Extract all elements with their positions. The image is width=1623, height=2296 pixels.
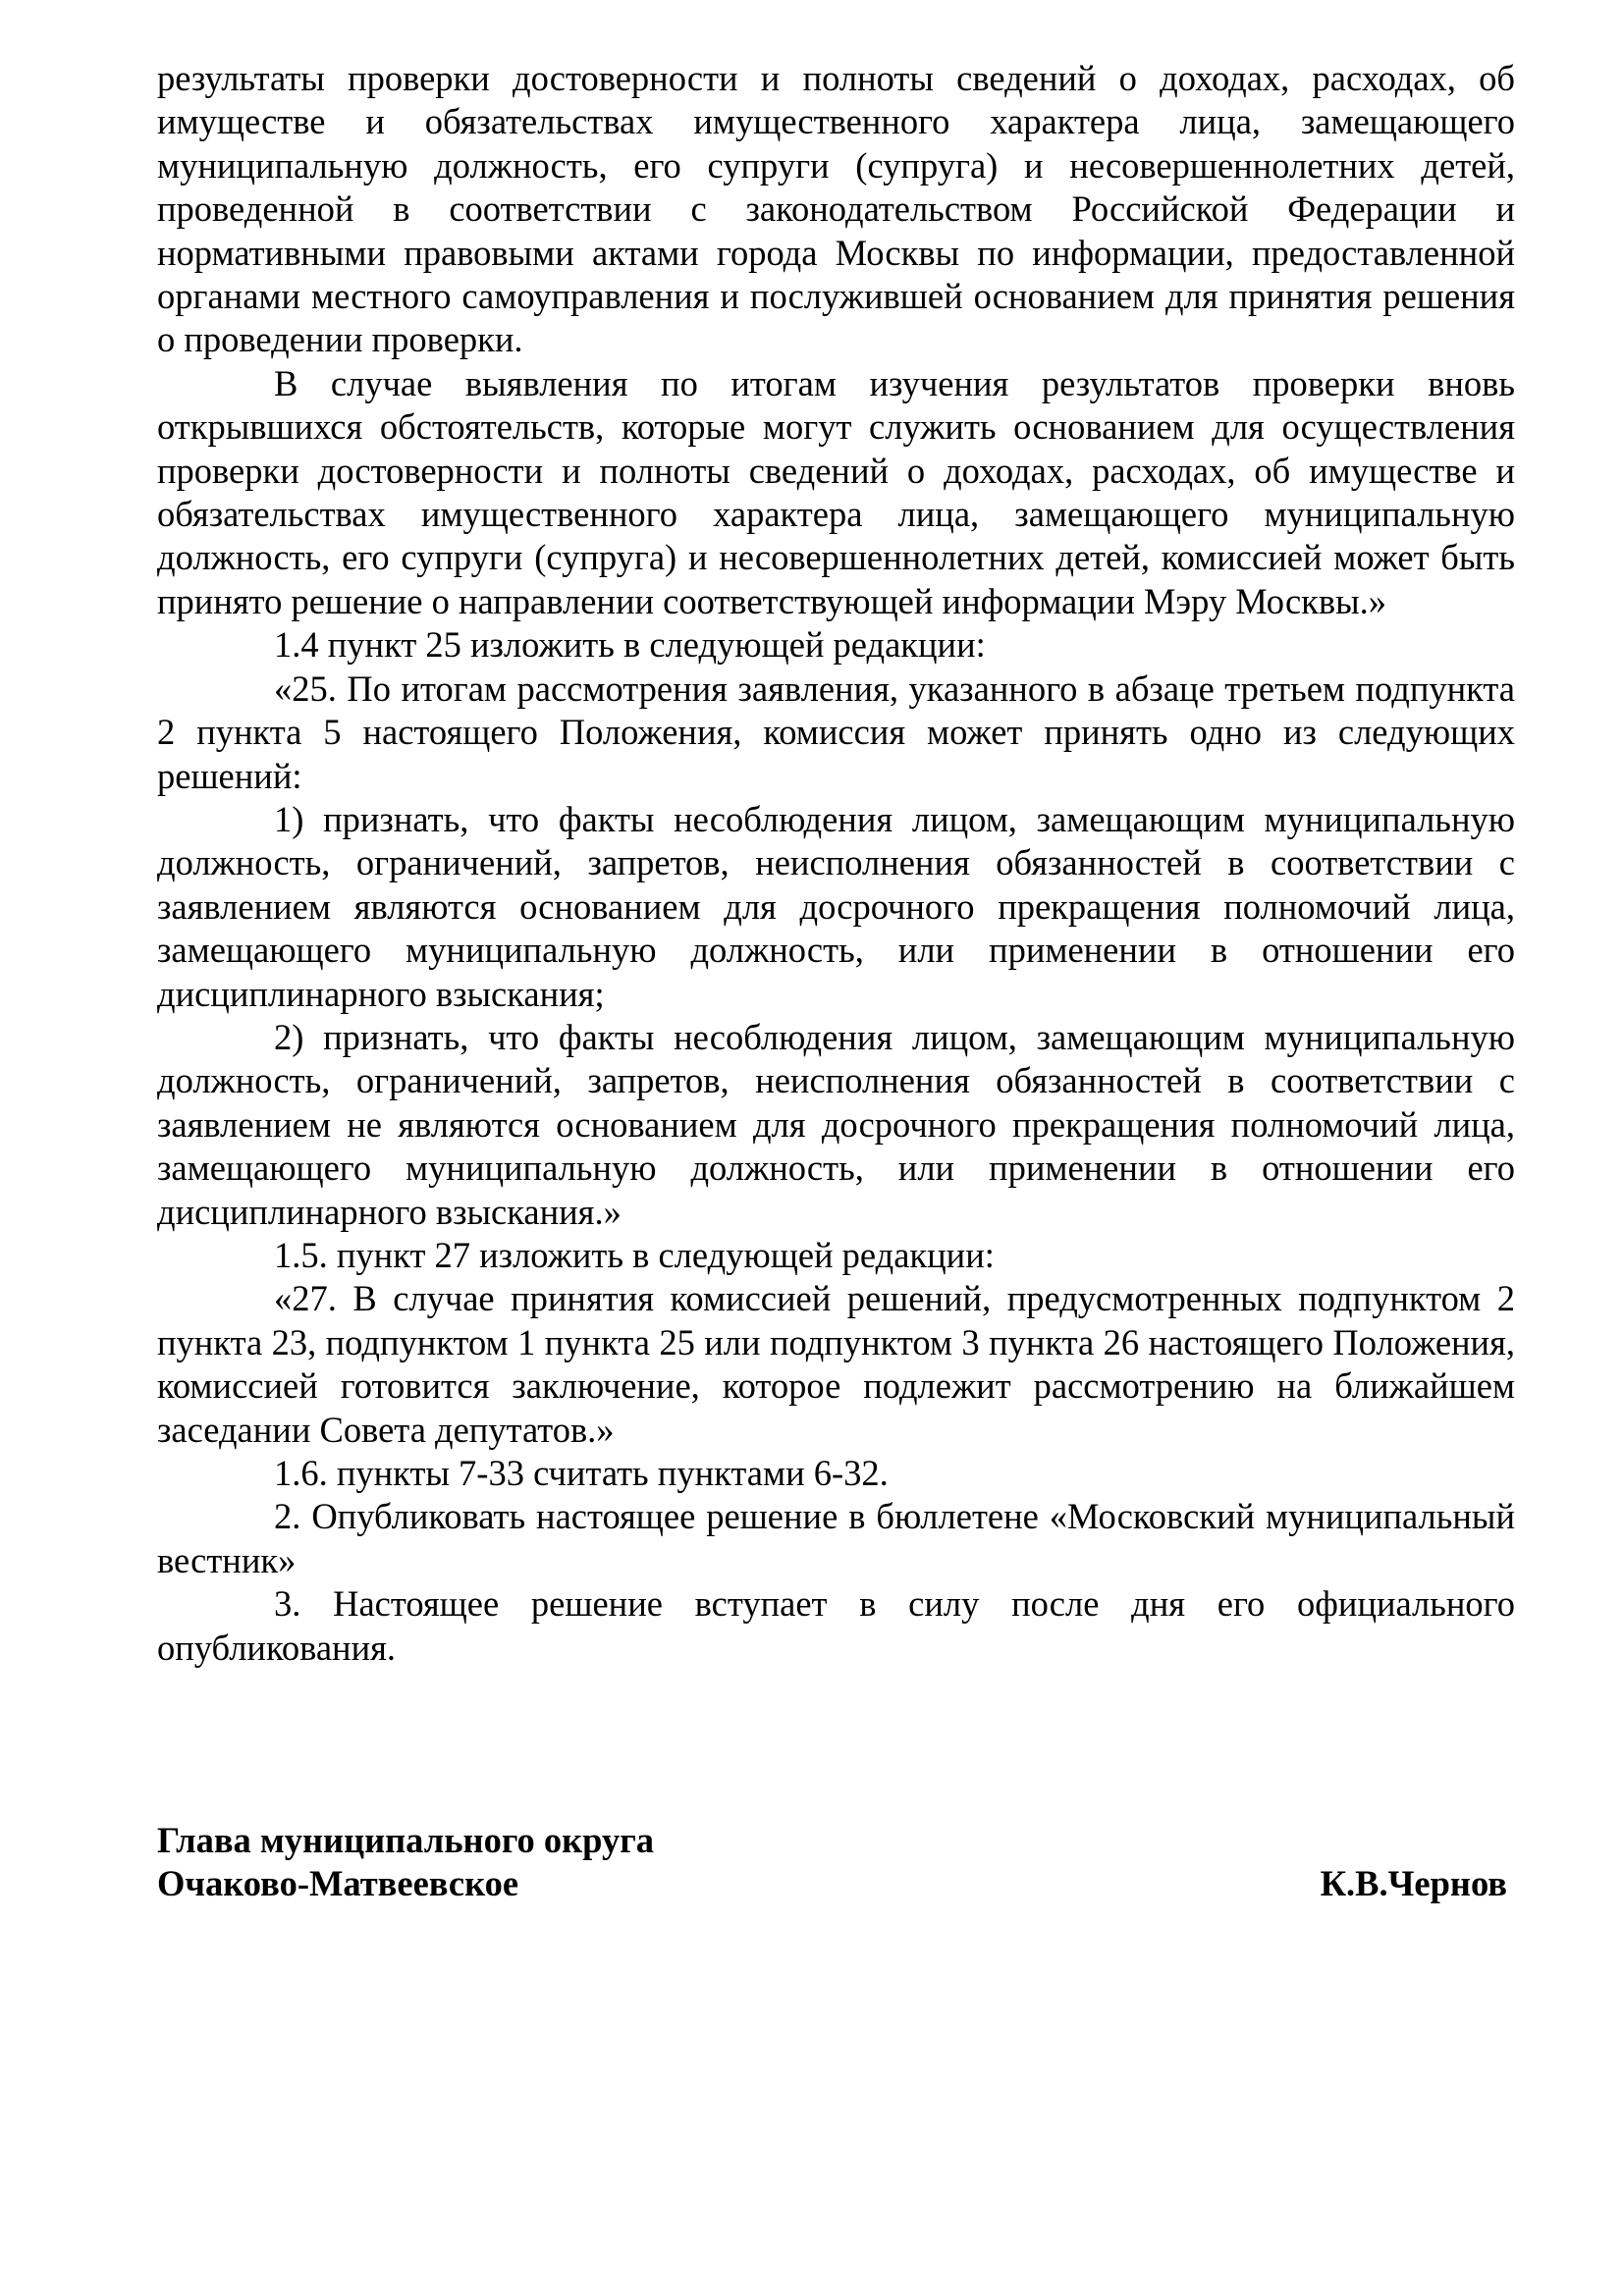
paragraph-subitem-2: 2) признать, что факты несоблюдения лицом, замещающим муниципальную должность, ограничений, запретов, неисполнения обязанностей в соответствии с заявлением не являются основанием для досрочного прекращения полномочий лица, замещающего муниципальную должность, или применении в отношении его дисциплинарного взыскания.» xyxy=(157,1016,1515,1232)
signature-line-1 xyxy=(157,1819,1515,1862)
paragraph-publish: 2. Опубликовать настоящее решение в бюллетене «Московский муниципальный вестник» xyxy=(157,1496,1515,1580)
paragraph-item-1-5: 1.5. пункт 27 изложить в следующей редакции: xyxy=(274,1234,995,1275)
signature-title-line2: Очаково-Матвеевское xyxy=(157,1863,519,1904)
paragraph-subitem-1: 1) признать, что факты несоблюдения лицом, замещающим муниципальную должность, ограничений, запретов, неисполнения обязанностей в соответствии с заявлением являются основанием для досрочного прекращения полномочий лица, замещающего муниципальную должность, или применении в отношении его дисциплинарного взыскания; xyxy=(157,798,1515,1014)
paragraph-item-1-4: 1.4 пункт 25 изложить в следующей редакции: xyxy=(274,624,986,666)
paragraph-verification-results: результаты проверки достоверности и полноты сведений о доходах, расходах, об имуществе и обязательствах имущественного характера лица, замещающего муниципальную должность, его супруги (супруга) и несовершеннолетних детей, проведенной в соответствии с законодательством Российской Федерации и нормативными правовыми актами города Москвы по информации, предоставленной органами местного самоуправления и послужившей основанием для принятия решения о проведении проверки. xyxy=(157,58,1515,360)
paragraph-item-1-6: 1.6. пункты 7-33 считать пунктами 6-32. xyxy=(274,1453,889,1493)
signature-block xyxy=(157,1819,1515,1906)
signature-title-line1: Глава муниципального округа xyxy=(157,1820,655,1860)
paragraph-effective: 3. Настоящее решение вступает в силу после дня его официального опубликования. xyxy=(157,1583,1515,1668)
signature-line-2 xyxy=(157,1862,1515,1905)
paragraph-new-circumstances: В случае выявления по итогам изучения результатов проверки вновь открывшихся обстоятельств, которые могут служить основанием для осуществления проверки достоверности и полноты сведений о доходах, расходах, об имуществе и обязательствах имущественного характера лица, замещающего муниципальную должность, его супруги (супруга) и несовершеннолетних детей, комиссией может быть принято решение о направлении соответствующей информации Мэру Москвы.» xyxy=(157,362,1515,621)
paragraph-item-27: «27. В случае принятия комиссией решений, предусмотренных подпунктом 2 пункта 23, подпунктом 1 пункта 25 или подпунктом 3 пункта 26 настоящего Положения, комиссией готовится заключение, которое подлежит рассмотрению на ближайшем заседании Совета депутатов.» xyxy=(157,1278,1515,1450)
paragraph-item-25: «25. По итогам рассмотрения заявления, указанного в абзаце третьем подпункта 2 пункта 5 настоящего Положения, комиссия может принять одно из следующих решений: xyxy=(157,667,1515,796)
signature-name: К.В.Чернов xyxy=(1320,1863,1507,1904)
document-body xyxy=(157,57,1515,1670)
